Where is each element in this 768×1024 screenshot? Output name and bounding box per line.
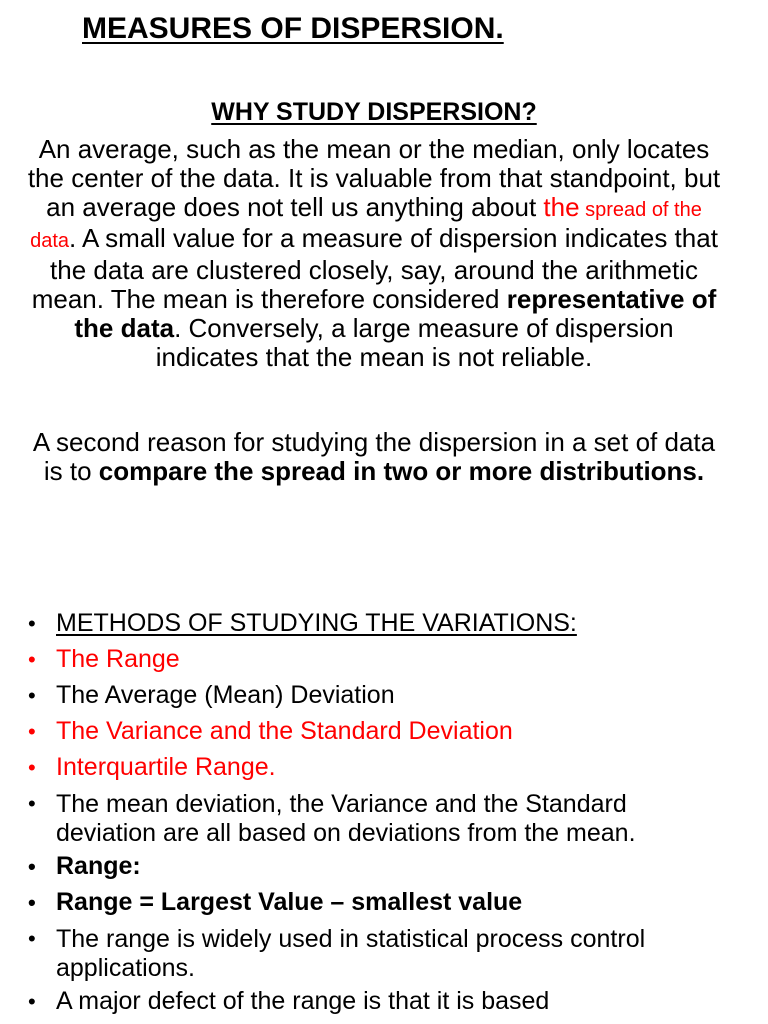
bullet-icon: • [28,647,36,672]
list-item-range-defect [28,986,728,1017]
bullet-icon: • [28,926,36,951]
bold-text: representative of the data [74,283,717,343]
bullet-icon: • [28,755,36,780]
list-item-text: Range = Largest Value – smallest value [56,888,523,916]
list-item-text: METHODS OF STUDYING THE VARIATIONS: [56,609,577,637]
paragraph-text: . A small value for a measure of dispersion indicates that the data are clustered closely, say, around the arithmetic mean. The mean is therefore considered [31,223,718,314]
list-item-text: The mean deviation, the Variance and the Standard deviation are all based on deviations from the mean. [56,790,636,847]
list-item-text: The Range [56,645,180,673]
list-item-mean-deviation [28,680,728,711]
bullet-icon: • [28,890,36,915]
bold-text: compare the spread in two or more distributions. [98,455,705,486]
page-title: MEASURES OF DISPERSION. [82,12,504,45]
bullet-icon: • [28,683,36,708]
paragraph-text: A second reason for studying the dispersion in a set of data is to [32,427,716,486]
list-item-methods-heading [28,608,728,639]
bullet-icon: • [28,611,36,636]
paragraph-text: . Conversely, a large measure of dispersion indicates that the mean is not reliable. [155,312,674,372]
list-item-range-usage [28,923,728,982]
bullet-icon: • [28,854,36,879]
list-item-text: Range: [56,852,141,880]
paragraph-second-reason [24,428,724,486]
list-item-text: The Variance and the Standard Deviation [56,717,513,745]
list-item-range-formula [28,887,728,918]
list-item-interquartile [28,752,728,783]
bullet-icon: • [28,989,36,1014]
list-item-deviation-note [28,788,728,847]
list-item-text: A major defect of the range is that it is based [56,987,550,1015]
list-item-range [28,644,728,675]
section-subtitle: WHY STUDY DISPERSION? [211,98,537,126]
list-item-text: The range is widely used in statistical process control applications. [56,925,646,982]
paragraph-why-study [24,135,724,371]
list-item-text: The Average (Mean) Deviation [56,681,395,709]
highlight-text-small: spread of the data [30,198,702,253]
list-item-variance [28,716,728,747]
list-item-range-label [28,851,728,882]
bullet-icon: • [28,791,36,816]
highlight-text: the [543,191,580,222]
list-item-text: Interquartile Range. [56,753,276,781]
paragraph-text: An average, such as the mean or the median, only locates the center of the data. It is valuable from that standpoint, but an average does not tell us anything about [27,134,721,222]
bullet-icon: • [28,719,36,744]
bullet-list [28,608,728,1022]
